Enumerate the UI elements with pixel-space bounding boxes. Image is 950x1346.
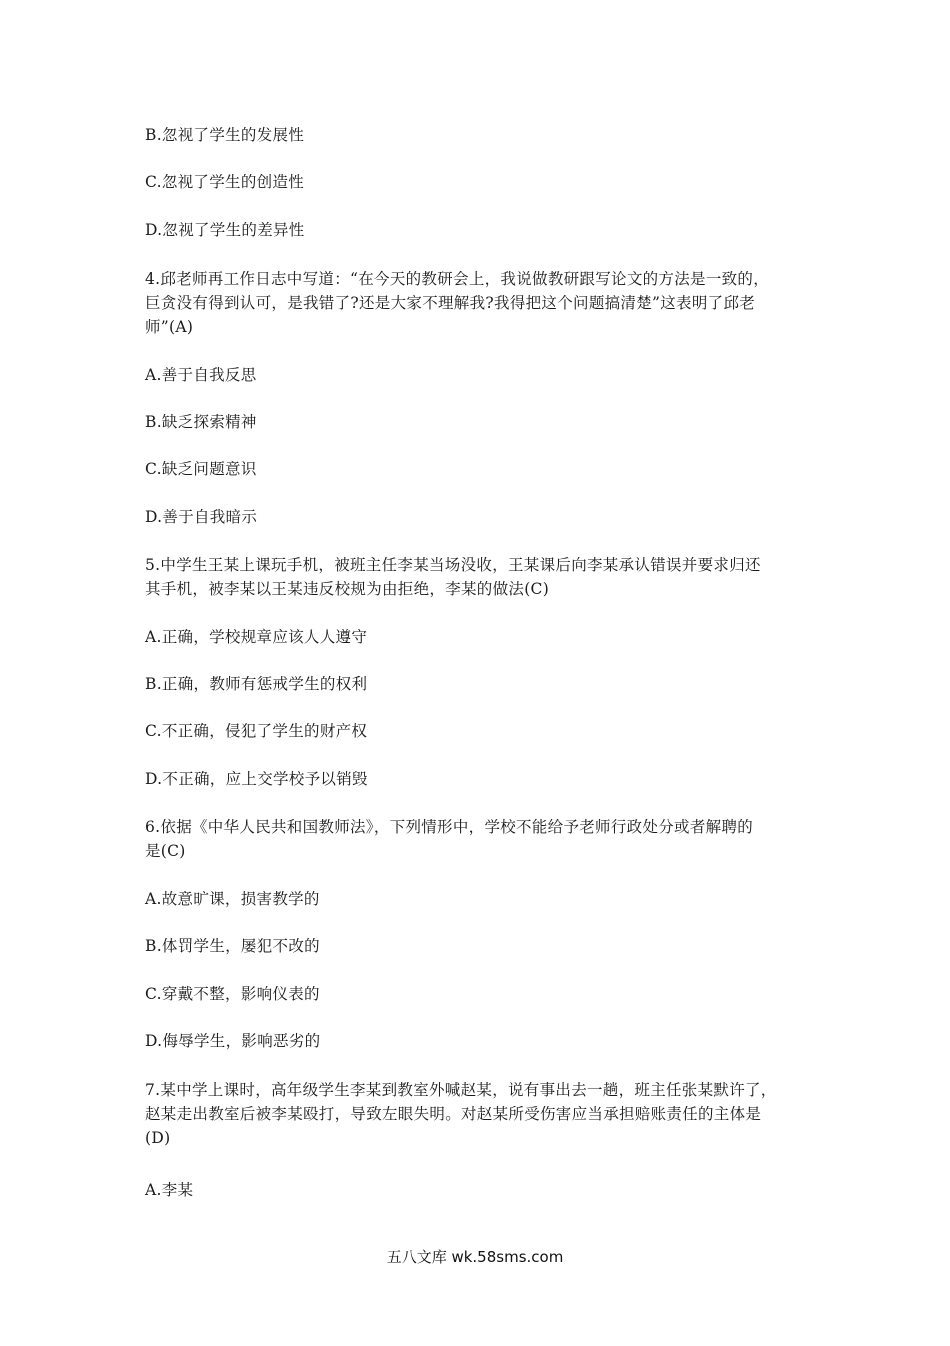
option-3-c: C.忽视了学生的创造性 [145, 173, 305, 191]
option-4-d: D.善于自我暗示 [145, 508, 258, 526]
question-4-line-1: 4.邱老师再工作日志中写道：“在今天的教研会上，我说做教研跟写论文的方法是一致的， [145, 270, 770, 288]
option-5-c: C.不正确，侵犯了学生的财产权 [145, 722, 368, 740]
option-6-a: A.故意旷课，损害教学的 [145, 890, 320, 908]
option-5-d: D.不正确，应上交学校予以销毁 [145, 770, 368, 788]
option-3-d: D.忽视了学生的差异性 [145, 221, 305, 239]
question-6-line-2: 是(C) [145, 842, 186, 860]
option-4-b: B.缺乏探索精神 [145, 413, 257, 431]
option-5-a: A.正确，学校规章应该人人遵守 [145, 628, 368, 646]
option-4-a: A.善于自我反思 [145, 366, 257, 384]
question-4-line-3: 师”(A) [145, 318, 194, 336]
option-6-d: D.侮辱学生，影响恶劣的 [145, 1032, 321, 1050]
option-4-c: C.缺乏问题意识 [145, 460, 257, 478]
question-5-line-1: 5.中学生王某上课玩手机，被班主任李某当场没收，王某课后向李某承认错误并要求归还 [145, 556, 761, 574]
question-7-line-2: 赵某走出教室后被李某殴打，导致左眼失明。对赵某所受伤害应当承担赔账责任的主体是 [145, 1105, 762, 1123]
question-5-line-2: 其手机，被李某以王某违反校规为由拒绝，李某的做法(C) [145, 580, 550, 598]
option-6-b: B.体罚学生，屡犯不改的 [145, 937, 320, 955]
question-4-line-2: 巨贪没有得到认可，是我错了?还是大家不理解我?我得把这个问题搞清楚”这表明了邱老 [145, 294, 756, 312]
page-footer: 五八文库 wk.58sms.com [386, 1248, 564, 1266]
option-3-b: B.忽视了学生的发展性 [145, 126, 305, 144]
question-7-line-3: (D) [145, 1129, 171, 1147]
option-5-b: B.正确，教师有惩戒学生的权利 [145, 675, 368, 693]
option-7-a: A.李某 [145, 1181, 194, 1199]
option-6-c: C.穿戴不整，影响仪表的 [145, 985, 320, 1003]
question-6-line-1: 6.依据《中华人民共和国教师法》，下列情形中，学校不能给予老师行政处分或者解聘的 [145, 818, 754, 836]
question-7-line-1: 7.某中学上课时，高年级学生李某到教室外喊赵某，说有事出去一趟，班主任张某默许了， [145, 1081, 777, 1099]
